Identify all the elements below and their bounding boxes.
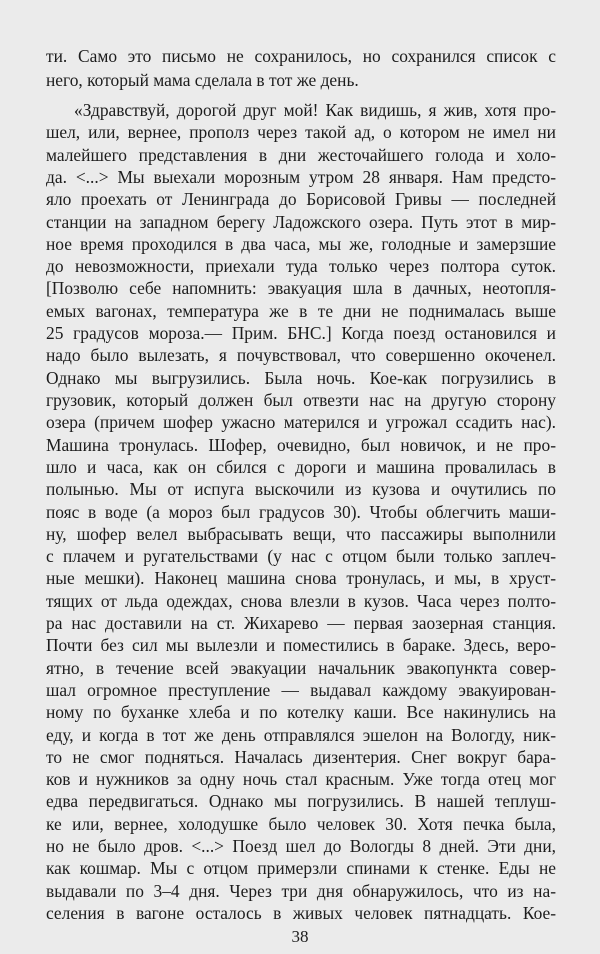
paragraph-2-line: малейшего представления в дни жесточайшего голода и холо- [46, 144, 556, 165]
paragraph-2-line: станции на западном берегу Ладожского озера. Путь этот в мир- [46, 211, 556, 232]
paragraph-2-line: Машина тронулась. Шофер, очевидно, был новичок, и не про- [46, 434, 556, 455]
paragraph-2-line: то не смог подняться. Началась дизентерия. Снег вокруг бара- [46, 746, 556, 767]
paragraph-2-line: «Здравствуй, дорогой друг мой! Как видишь, я жив, хотя про- [74, 100, 556, 120]
paragraph-2-line: емых вагонах, температура же в те дни не поднималась выше [46, 300, 556, 321]
paragraph-2-line: озера (причем шофер ужасно матерился и угрожал ссадить нас). [46, 412, 556, 433]
paragraph-2-line: Почти без сил мы вылезли и поместились в бараке. Здесь, веро- [46, 635, 556, 656]
paragraph-2-line: ное время проходился в два часа, мы же, голодные и замерзшие [46, 233, 556, 254]
paragraph-2-line: но не было дров. <...> Поезд шел до Вологды 8 дней. Эти дни, [46, 836, 556, 857]
paragraph-1-line: него, который мама сделала в тот же день. [46, 70, 359, 90]
paragraph-2-line: ра нас доставили на ст. Жихарево — первая заозерная станция. [46, 613, 556, 634]
paragraph-2-line: тящих от льда одеждах, снова влезли в кузов. Часа через полто- [46, 590, 556, 611]
paragraph-2-line: шал огромное преступление — выдавал каждому эвакуирован- [46, 679, 556, 700]
paragraph-2-line: ке или, вернее, холодушке было человек 30. Хотя печка была, [46, 813, 556, 834]
paragraph-2-line: Однако мы выгрузились. Была ночь. Кое-как погрузились в [46, 367, 556, 388]
paragraph-2-line: ну, шофер велел выбрасывать вещи, что пассажиры выполнили [46, 523, 556, 544]
paragraph-2-line: еду, и когда в тот же день отправлялся эшелон на Вологду, ник- [46, 724, 556, 745]
paragraph-2-line: ков и нужников за одну ночь стал красным. Уже тогда отец мог [46, 769, 556, 790]
paragraph-2-line: до невозможности, приехали туда только через полтора суток. [46, 256, 556, 277]
paragraph-2-line: надо было вылезать, я почувствовал, что совершенно окоченел. [46, 345, 556, 366]
paragraph-1-line: ти. Само это письмо не сохранилось, но сохранился список с [46, 46, 556, 66]
paragraph-2-line: ятно, в течение всей эвакуации начальник эвакопункта совер- [46, 657, 556, 678]
paragraph-2-line: как кошмар. Мы с отцом примерзли спинами к стенке. Еды не [46, 858, 556, 879]
paragraph-2-line: выдавали по 3–4 дня. Через три дня обнаружилось, что из на- [46, 880, 556, 901]
paragraph-2-line: шло и часа, как он сбился с дороги и машина провалилась в [46, 456, 556, 477]
paragraph-2-line: грузовик, который должен был отвезти нас на другую сторону [46, 389, 556, 410]
paragraph-2-line: полынью. Мы от испуга выскочили из кузова и очутились по [46, 479, 556, 500]
paragraph-2-line: [Позволю себе напомнить: эвакуация шла в дачных, неотопля- [46, 278, 556, 299]
paragraph-2-line: яло проехать от Ленинграда до Борисовой Гривы — последней [46, 189, 556, 210]
paragraph-2-line: ные мешки). Наконец машина снова тронулась, и мы, в хруст- [46, 568, 556, 589]
paragraph-2-line: едва передвигаться. Однако мы погрузились. В нашей теплуш- [46, 791, 556, 812]
paragraph-2-line: ному по буханке хлеба и по котелку каши. Все накинулись на [46, 702, 556, 723]
paragraph-2-line: селения в вагоне осталось в живых человек пятнадцать. Кое- [46, 903, 556, 923]
paragraph-2-line: 25 градусов мороза.— Прим. БНС.] Когда поезд остановился и [46, 323, 556, 344]
paragraph-2-line: с плачем и ругательствами (у нас с отцом были только заплеч- [46, 546, 556, 567]
paragraph-2-line: пояс в воде (а мороз был градусов 30). Чтобы облегчить маши- [46, 501, 556, 522]
paragraph-2-line: да. <...> Мы выехали морозным утром 28 января. Нам предсто- [46, 166, 556, 187]
page-number: 38 [291, 927, 309, 946]
paragraph-2-line: шел, или, вернее, прополз через такой ад, о котором не имел ни [46, 122, 556, 143]
